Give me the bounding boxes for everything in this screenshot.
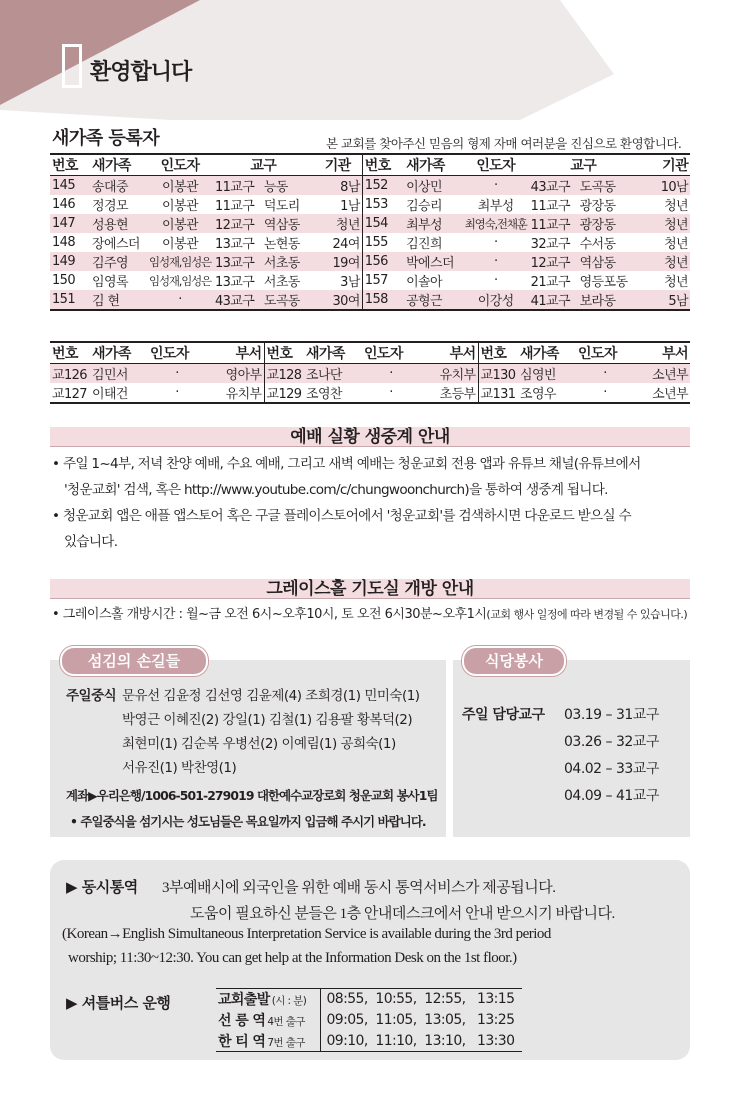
table-cell: 이강성 — [477, 294, 514, 309]
table-cell: 145 — [52, 178, 76, 193]
table-cell: 보라동 — [579, 294, 616, 309]
interpret-line: (Korean→English Simultaneous Interpretation Service is available during the 3rd period — [62, 926, 551, 942]
newfamily-title: 새가족 등록자 — [52, 128, 160, 149]
shuttle-stop — [216, 1031, 320, 1052]
table-cell: 24여 — [332, 237, 360, 252]
table-cell: 11교구 — [530, 199, 570, 214]
table-cell: 역삼동 — [579, 256, 616, 271]
table-cell: 이봉관 — [162, 180, 198, 195]
table-cell: 이봉관 — [162, 218, 198, 233]
interpret-label: ▶ 동시통역 — [66, 878, 138, 896]
col-header: 교구 — [250, 158, 277, 174]
table-cell: 논현동 — [263, 237, 300, 252]
table-row — [50, 252, 690, 271]
prayer-line: • 그레이스홀 개방시간 : 월~금 오전 6시~오후10시, 토 오전 6시30분~오후1시 — [52, 607, 487, 622]
table-cell: 이봉관 — [162, 237, 198, 252]
cafeteria-item: 04.09 – 41교구 — [564, 788, 659, 804]
offering-line: 서유진(1) 박찬영(1) — [122, 760, 237, 776]
broadcast-line: '청운교회' 검색, 혹은 http://www.youtube.com/c/chungwoonchurch)을 통하여 생중계 됩니다. — [64, 482, 608, 498]
table-cell: 153 — [362, 195, 404, 214]
table-cell: 32교구 — [530, 237, 570, 252]
prayer-hours — [52, 603, 687, 622]
offering-line: 문유선 김윤정 김선영 김윤제(4) 조희경(1) 민미숙(1) — [122, 688, 420, 704]
table-cell: 최부성 — [477, 199, 514, 214]
table-cell: 장에스더 — [92, 237, 140, 252]
col-header: 번호 — [362, 154, 404, 176]
table-cell: 157 — [362, 271, 404, 290]
table-cell: 교128 — [264, 364, 304, 384]
col-header: 새가족 — [92, 158, 131, 174]
table-cell: 152 — [362, 176, 404, 196]
table-cell: · — [603, 366, 607, 381]
broadcast-line: • 청운교회 앱은 애플 앱스토어 혹은 구글 플레이스토어에서 '청운교회'를 검색하시면 다운로드 받으실 수 — [52, 508, 631, 524]
cafeteria-item: 03.26 – 32교구 — [564, 734, 659, 750]
table-cell: 12교구 — [530, 256, 570, 271]
table-cell: 이봉관 — [162, 199, 198, 214]
table-cell: 임영록 — [92, 275, 128, 290]
table-cell: 11교구 — [214, 199, 255, 214]
table-cell: · — [175, 385, 179, 400]
table-cell: 43교구 — [214, 294, 255, 309]
table-cell: 10남 — [660, 180, 688, 195]
col-header: 새가족 — [406, 158, 445, 174]
table-cell: 덕도리 — [263, 199, 300, 214]
table-cell: 서초동 — [263, 256, 300, 271]
table-cell: 150 — [52, 273, 76, 288]
table-cell: 청년 — [664, 275, 688, 290]
table-cell: 임성재,임성은 — [149, 273, 211, 288]
table-cell: 최영숙,전채훈 — [464, 216, 527, 231]
interpret-line: 3부예배시에 외국인을 위한 예배 동시 통역서비스가 제공됩니다. — [162, 880, 556, 896]
table-cell: 12교구 — [214, 218, 255, 233]
table-cell: 영아부 — [225, 368, 262, 383]
offering-label: 주일중식 — [66, 688, 117, 704]
table-cell: 146 — [52, 197, 76, 212]
table-cell: · — [493, 254, 498, 269]
table-cell: 155 — [362, 233, 404, 252]
table-cell: 이상민 — [406, 180, 442, 195]
table-cell: 교129 — [264, 383, 304, 403]
shuttle-stop-sub: 4번 출구 — [267, 1016, 305, 1028]
table-cell: · — [493, 235, 498, 250]
table-cell: 광장동 — [579, 218, 616, 233]
table-cell: 이솔아 — [406, 275, 442, 290]
offering-notice: • 주일중식을 섬기시는 성도님들은 목요일까지 입금해 주시기 바랍니다. — [70, 814, 426, 829]
table-cell: 21교구 — [530, 275, 570, 290]
page-title: 환영합니다 — [90, 60, 192, 85]
prayer-title: 그레이스홀 기도실 개방 안내 — [50, 579, 690, 599]
col-header: 새가족 — [92, 346, 131, 362]
col-header: 인도자 — [476, 158, 516, 174]
table-cell: 3남 — [340, 275, 360, 290]
cafeteria-badge: 식당봉사 — [462, 646, 566, 676]
table-cell: 43교구 — [530, 180, 570, 195]
cafeteria-label: 주일 담당교구 — [462, 707, 545, 723]
offering-badge: 섬김의 손길들 — [60, 646, 208, 676]
table-cell: 김민서 — [92, 368, 128, 383]
broadcast-title: 예배 실황 생중계 안내 — [50, 427, 690, 447]
table-cell: 공형근 — [406, 294, 442, 309]
col-header: 인도자 — [150, 346, 189, 362]
col-header: 부서 — [449, 346, 476, 362]
table-cell: · — [389, 366, 393, 381]
shuttle-table — [216, 988, 522, 1052]
table-cell: 김진희 — [406, 237, 442, 252]
table-cell: 8남 — [340, 180, 360, 195]
shuttle-stop — [216, 989, 320, 1010]
table-cell: 148 — [52, 235, 76, 250]
table-cell: 청년 — [335, 218, 360, 233]
cafeteria-item: 03.19 – 31교구 — [564, 707, 659, 723]
interpret-line: 도움이 필요하신 분들은 1층 안내데스크에서 안내 받으시기 바랍니다. — [190, 906, 615, 922]
table-cell: 임성재,임성은 — [149, 254, 211, 269]
table-cell: 13교구 — [214, 237, 255, 252]
col-header: 인도자 — [160, 158, 200, 174]
table-row — [50, 364, 690, 384]
table-cell: 소년부 — [652, 387, 688, 402]
table-cell: 147 — [52, 216, 76, 231]
table-row — [50, 383, 690, 403]
table-cell: 5남 — [668, 294, 688, 309]
col-header: 인도자 — [578, 346, 617, 362]
table-cell: 30여 — [332, 294, 360, 309]
table-cell: 조영우 — [520, 387, 556, 402]
table-cell: · — [493, 273, 498, 288]
shuttle-stop-name: 한 티 역 — [218, 1033, 266, 1050]
table-cell: 156 — [362, 252, 404, 271]
col-header: 부서 — [662, 346, 688, 362]
table-row — [50, 271, 690, 290]
prayer-note: (교회 행사 일정에 따라 변경될 수 있습니다.) — [486, 608, 688, 621]
shuttle-times: 09:10, 11:10, 13:10, 13:30 — [326, 1032, 515, 1049]
table-cell: 교126 — [52, 368, 87, 383]
table-cell: 광장동 — [579, 199, 616, 214]
table-row — [50, 195, 690, 214]
table-cell: 유치부 — [439, 368, 476, 383]
table-cell: 최부성 — [406, 218, 442, 233]
broadcast-line: 있습니다. — [64, 534, 118, 550]
shuttle-stop-sub: (시 : 분) — [271, 995, 307, 1008]
table-cell: · — [175, 366, 179, 381]
shuttle-times: 09:05, 11:05, 13:05, 13:25 — [326, 1012, 515, 1028]
table-cell: 1남 — [340, 199, 360, 214]
table-cell: 능동 — [263, 180, 288, 195]
table-cell: 청년 — [664, 237, 688, 252]
col-header: 인도자 — [364, 346, 403, 362]
school-table — [50, 341, 690, 404]
shuttle-label: ▶ 셔틀버스 운행 — [66, 994, 171, 1012]
col-header: 부서 — [235, 346, 262, 362]
table-cell: 청년 — [664, 218, 688, 233]
broadcast-line: • 주일 1~4부, 저녁 찬양 예배, 수요 예배, 그리고 새벽 예배는 청운교회 전용 앱과 유튜브 채널(유튜브에서 — [52, 456, 641, 472]
cafeteria-item: 04.02 – 33교구 — [564, 761, 659, 777]
table-cell: 성용현 — [92, 218, 128, 233]
table-cell: 서초동 — [263, 275, 300, 290]
table-cell: 11교구 — [530, 218, 570, 233]
table-cell: 청년 — [664, 199, 688, 214]
offering-line: 박영근 이혜진(2) 강일(1) 김철(1) 김용팔 황복덕(2) — [122, 712, 413, 728]
table-cell: 교130 — [478, 364, 518, 384]
table-cell: 박에스더 — [406, 256, 454, 271]
table-cell: 초등부 — [439, 387, 476, 402]
col-header: 기관 — [662, 158, 688, 174]
table-cell: 조영찬 — [306, 387, 342, 402]
shuttle-row — [216, 989, 522, 1010]
col-header: 새가족 — [306, 346, 345, 362]
table-cell: 심영빈 — [520, 368, 556, 383]
table-cell: 송대중 — [92, 180, 128, 195]
table-cell: 유치부 — [225, 387, 262, 402]
shuttle-row — [216, 1010, 522, 1031]
table-cell: 조나단 — [306, 368, 342, 383]
table-cell: 151 — [52, 292, 76, 307]
welcome-mark — [62, 44, 82, 88]
table-cell: 11교구 — [214, 180, 255, 195]
table-cell: 정경모 — [92, 199, 128, 214]
shuttle-row — [216, 1031, 522, 1052]
table-cell: 역삼동 — [263, 218, 300, 233]
col-header: 교구 — [570, 158, 597, 174]
table-cell: 154 — [362, 214, 404, 233]
table-cell: 41교구 — [530, 294, 570, 309]
table-cell: 158 — [362, 290, 404, 310]
table-row — [50, 233, 690, 252]
offering-line: 최현미(1) 김순복 우병선(2) 이예림(1) 공희숙(1) — [122, 736, 396, 752]
table-cell: 도곡동 — [579, 180, 616, 195]
table-cell: 수서동 — [579, 237, 616, 252]
table-cell: 13교구 — [214, 275, 255, 290]
table-cell: 이태건 — [92, 387, 128, 402]
col-header: 새가족 — [520, 346, 559, 362]
table-row — [50, 214, 690, 233]
interpret-line: worship; 11:30~12:30. You can get help at the Information Desk on the 1st floor.) — [68, 950, 517, 966]
shuttle-stop — [216, 1010, 320, 1031]
offering-account: 계좌▶우리은행/1006-501-279019 대한예수교장로회 청운교회 봉사1팀 — [66, 788, 438, 803]
newfamily-note: 본 교회를 찾아주신 믿음의 형제 자매 여러분을 진심으로 환영합니다. — [326, 136, 682, 151]
table-cell: · — [178, 292, 182, 307]
table-cell: 김 현 — [92, 294, 120, 309]
table-cell: · — [603, 385, 607, 400]
col-header: 번호 — [478, 342, 518, 364]
table-cell: 김주영 — [92, 256, 128, 271]
table-cell: 19여 — [332, 256, 360, 271]
shuttle-stop-sub: 7번 출구 — [267, 1036, 305, 1049]
table-row — [50, 176, 690, 196]
shuttle-stop-name: 교회출발 — [218, 992, 270, 1009]
table-cell: 149 — [52, 254, 76, 269]
newfamily-table — [50, 153, 690, 311]
col-header: 번호 — [52, 158, 78, 174]
table-cell: 영등포동 — [579, 275, 628, 290]
col-header: 번호 — [52, 346, 78, 362]
table-row — [50, 290, 690, 310]
table-cell: · — [389, 385, 393, 400]
table-cell: 도곡동 — [263, 294, 300, 309]
table-cell: 교131 — [478, 383, 518, 403]
table-cell: 청년 — [664, 256, 688, 271]
col-header: 기관 — [324, 158, 351, 174]
shuttle-times: 08:55, 10:55, 12:55, 13:15 — [326, 991, 515, 1008]
shuttle-stop-name: 선 릉 역 — [218, 1013, 266, 1029]
table-cell: · — [493, 178, 498, 193]
table-cell: 13교구 — [214, 256, 255, 271]
table-cell: 소년부 — [652, 368, 688, 383]
col-header: 번호 — [264, 342, 304, 364]
table-cell: 김승리 — [406, 199, 442, 214]
table-cell: 교127 — [52, 387, 87, 402]
